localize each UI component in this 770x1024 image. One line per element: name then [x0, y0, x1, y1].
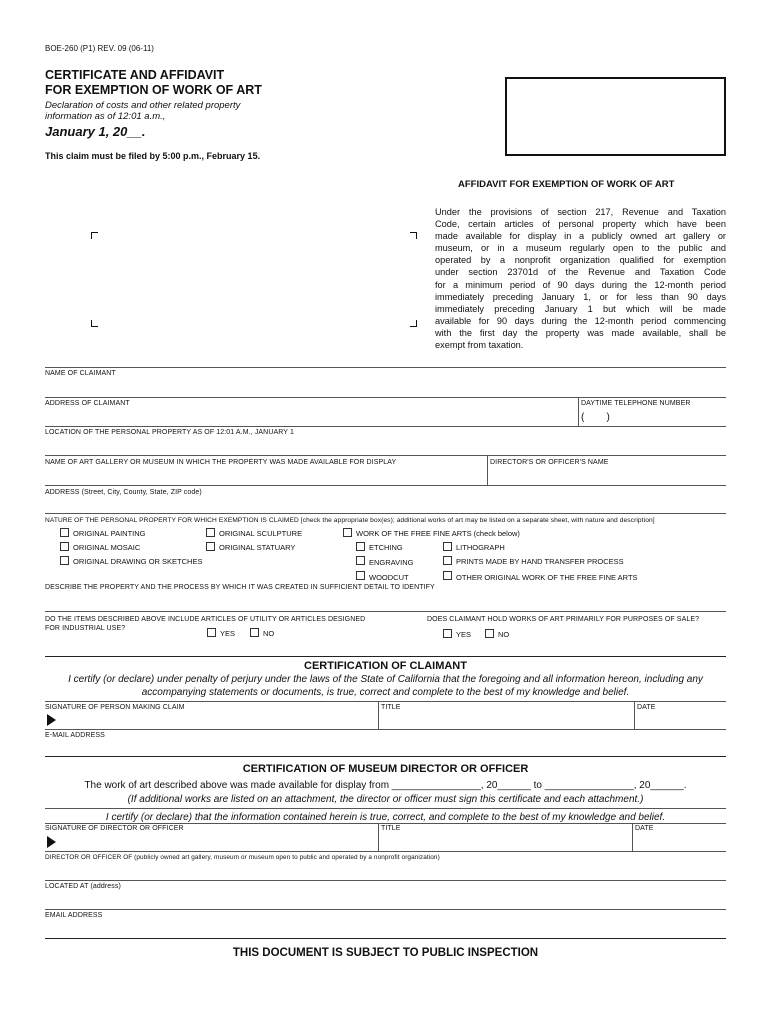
location-field[interactable]: [45, 438, 726, 455]
utility-no-label: NO: [263, 629, 275, 638]
director-title-label: TITLE: [381, 825, 401, 832]
claimant-title-field[interactable]: [381, 712, 631, 729]
address-window-corner-icon: [410, 232, 417, 239]
describe-field[interactable]: [45, 593, 726, 611]
cert-claimant-text-line2: accompanying statements or documents, is true, correct and complete to the best of my knowledge and belief.: [141, 687, 630, 698]
claimant-date-label: DATE: [637, 704, 656, 711]
original-painting-checkbox[interactable]: [60, 528, 69, 537]
director-signature-label: SIGNATURE OF DIRECTOR OR OFFICER: [45, 825, 184, 832]
location-label: LOCATION OF THE PERSONAL PROPERTY AS OF 12:01 A.M., JANUARY 1: [45, 429, 294, 436]
form-title-line2: FOR EXEMPTION OF WORK OF ART: [45, 83, 262, 97]
director-email-label: EMAIL ADDRESS: [45, 912, 103, 919]
prints-checkbox[interactable]: [443, 556, 452, 565]
cert-claimant-text-line1: I certify (or declare) under penalty of perjury under the laws of the State of California that the foregoing and all information hereon, including any: [68, 674, 703, 685]
affidavit-line: made available for display in a publicly owned art gallery or: [435, 231, 726, 242]
directors-name-field[interactable]: [490, 468, 726, 485]
public-inspection-footer: THIS DOCUMENT IS SUBJECT TO PUBLIC INSPECTION: [232, 947, 539, 959]
claimant-date-field[interactable]: [637, 712, 726, 729]
subtitle-line2: information as of 12:01 a.m.,: [45, 111, 166, 122]
cert-museum-display-line: The work of art described above was made available for display from ________________, 20______ to ________________, 20______.: [84, 780, 687, 791]
address-of-claimant-field[interactable]: [45, 409, 575, 426]
original-mosaic-label: ORIGINAL MOSAIC: [73, 543, 141, 552]
affidavit-line: Under the provisions of section 217, Revenue and Taxation: [435, 207, 726, 217]
gallery-name-field[interactable]: [45, 468, 485, 485]
claimant-email-field[interactable]: [45, 741, 726, 755]
claimant-signature-label: SIGNATURE OF PERSON MAKING CLAIM: [45, 704, 185, 711]
claimant-title-label: TITLE: [381, 704, 401, 711]
utility-question: [45, 615, 365, 633]
director-title-field[interactable]: [381, 834, 631, 851]
address-window-corner-icon: [91, 320, 98, 327]
affidavit-line: museum, or in a museum regularly open to the public and: [435, 243, 726, 254]
form-title: [45, 68, 262, 98]
original-sculpture-label: ORIGINAL SCULPTURE: [219, 529, 303, 538]
address-window-corner-icon: [410, 320, 417, 327]
other-original-checkbox[interactable]: [443, 571, 452, 580]
cert-museum-declaration: I certify (or declare) that the information contained herein is true, correct, and complete to the best of my knowledge and belief.: [105, 812, 666, 823]
affidavit-line: immediately preceding January 1 but which will be made: [435, 303, 726, 314]
utility-yes-label: YES: [220, 629, 236, 638]
original-painting-label: ORIGINAL PAINTING: [73, 529, 146, 538]
form-id: BOE-260 (P1) REV. 09 (06-11): [45, 44, 154, 53]
daytime-phone-field[interactable]: ( ): [581, 412, 610, 423]
utility-yes-checkbox[interactable]: [207, 628, 216, 637]
original-statuary-label: ORIGINAL STATUARY: [219, 543, 296, 552]
subtitle-line1: Declaration of costs and other related property: [45, 100, 241, 111]
address-window-corner-icon: [91, 232, 98, 239]
affidavit-text: [435, 206, 726, 351]
directors-name-label: DIRECTOR'S OR OFFICER'S NAME: [490, 459, 609, 466]
free-fine-arts-checkbox[interactable]: [343, 528, 352, 537]
director-of-label: DIRECTOR OR OFFICER OF (publicly owned art gallery, museum or museum open to public and operated by a nonprofit organization): [45, 854, 440, 861]
director-of-field[interactable]: [45, 863, 726, 880]
utility-question-line2: FOR INDUSTRIAL USE?: [45, 625, 126, 632]
cert-museum-attachment-note: (If additional works are listed on an attachment, the director or officer must sign this certificate and each attachment.): [127, 794, 644, 805]
woodcut-label: WOODCUT: [369, 573, 409, 582]
affidavit-line: for a minimum period of 90 days during the 12-month period: [435, 279, 726, 290]
sign-here-arrow-icon: [47, 836, 56, 848]
engraving-checkbox[interactable]: [356, 556, 365, 565]
name-of-claimant-field[interactable]: [45, 379, 726, 397]
utility-question-line1: DO THE ITEMS DESCRIBED ABOVE INCLUDE ARTICLES OF UTILITY OR ARTICLES DESIGNED: [45, 616, 366, 623]
claimant-email-label: E-MAIL ADDRESS: [45, 732, 105, 739]
original-mosaic-checkbox[interactable]: [60, 542, 69, 551]
woodcut-checkbox[interactable]: [356, 571, 365, 580]
prints-label: PRINTS MADE BY HAND TRANSFER PROCESS: [456, 557, 624, 566]
affidavit-line: under section 23701d of the Revenue and Taxation Code: [435, 267, 726, 278]
sale-yes-label: YES: [456, 630, 472, 639]
daytime-phone-label: DAYTIME TELEPHONE NUMBER: [581, 400, 691, 407]
form-title-line1: CERTIFICATE AND AFFIDAVIT: [45, 68, 225, 82]
sale-no-label: NO: [498, 630, 510, 639]
describe-label: DESCRIBE THE PROPERTY AND THE PROCESS BY WHICH IT WAS CREATED IN SUFFICIENT DETAIL TO IDENTIFY: [45, 584, 435, 591]
original-drawing-label: ORIGINAL DRAWING OR SKETCHES: [73, 557, 203, 566]
date-line: January 1, 20__.: [45, 124, 146, 139]
sale-yes-checkbox[interactable]: [443, 629, 452, 638]
sale-no-checkbox[interactable]: [485, 629, 494, 638]
cert-claimant-heading: CERTIFICATION OF CLAIMANT: [304, 660, 467, 672]
original-statuary-checkbox[interactable]: [206, 542, 215, 551]
director-email-field[interactable]: [45, 921, 726, 937]
affidavit-line: Code, certain articles of personal property which have been: [435, 219, 726, 230]
lithograph-checkbox[interactable]: [443, 542, 452, 551]
lithograph-label: LITHOGRAPH: [456, 543, 505, 552]
utility-no-checkbox[interactable]: [250, 628, 259, 637]
original-drawing-checkbox[interactable]: [60, 556, 69, 565]
address-of-claimant-label: ADDRESS OF CLAIMANT: [45, 400, 130, 407]
original-sculpture-checkbox[interactable]: [206, 528, 215, 537]
affidavit-line: immediately preceding January 1, or for less than 90 days: [435, 291, 726, 302]
form-subtitle: [45, 100, 240, 122]
etching-label: ETCHING: [369, 543, 403, 552]
nature-label: NATURE OF THE PERSONAL PROPERTY FOR WHICH EXEMPTION IS CLAIMED [check the appropriate box(es); additional works of art may be listed on a separate sheet, with nature and description]: [45, 517, 655, 524]
affidavit-line: operated by a nonprofit organization qualified for exemption: [435, 255, 726, 266]
other-original-label: OTHER ORIGINAL WORK OF THE FREE FINE ARTS: [456, 573, 638, 582]
director-signature-field[interactable]: [60, 834, 375, 851]
located-at-field[interactable]: [45, 892, 726, 909]
free-fine-arts-label: WORK OF THE FREE FINE ARTS (check below): [356, 529, 520, 538]
director-date-label: DATE: [635, 825, 654, 832]
director-date-field[interactable]: [635, 834, 726, 851]
name-of-claimant-label: NAME OF CLAIMANT: [45, 370, 116, 377]
assessor-use-box: [505, 77, 726, 156]
affidavit-heading: AFFIDAVIT FOR EXEMPTION OF WORK OF ART: [458, 179, 675, 190]
gallery-name-label: NAME OF ART GALLERY OR MUSEUM IN WHICH THE PROPERTY WAS MADE AVAILABLE FOR DISPLAY: [45, 459, 397, 466]
affidavit-line: exempt from taxation.: [435, 340, 524, 351]
claimant-signature-field[interactable]: [60, 712, 375, 729]
located-at-label: LOCATED AT (address): [45, 883, 121, 890]
etching-checkbox[interactable]: [356, 542, 365, 551]
address-full-field[interactable]: [45, 498, 726, 513]
address-full-label: ADDRESS (Street, City, County, State, ZIP code): [45, 489, 202, 496]
sale-question: DOES CLAIMANT HOLD WORKS OF ART PRIMARILY FOR PURPOSES OF SALE?: [427, 616, 700, 623]
cert-museum-heading: CERTIFICATION OF MUSEUM DIRECTOR OR OFFICER: [242, 763, 529, 775]
engraving-label: ENGRAVING: [369, 558, 414, 567]
file-notice: This claim must be filed by 5:00 p.m., February 15.: [45, 151, 261, 161]
affidavit-line: available for 90 days during the 12-month period commencing: [435, 315, 726, 326]
affidavit-line: with the first day the property was made available, shall be: [435, 327, 726, 338]
sign-here-arrow-icon: [47, 714, 56, 726]
